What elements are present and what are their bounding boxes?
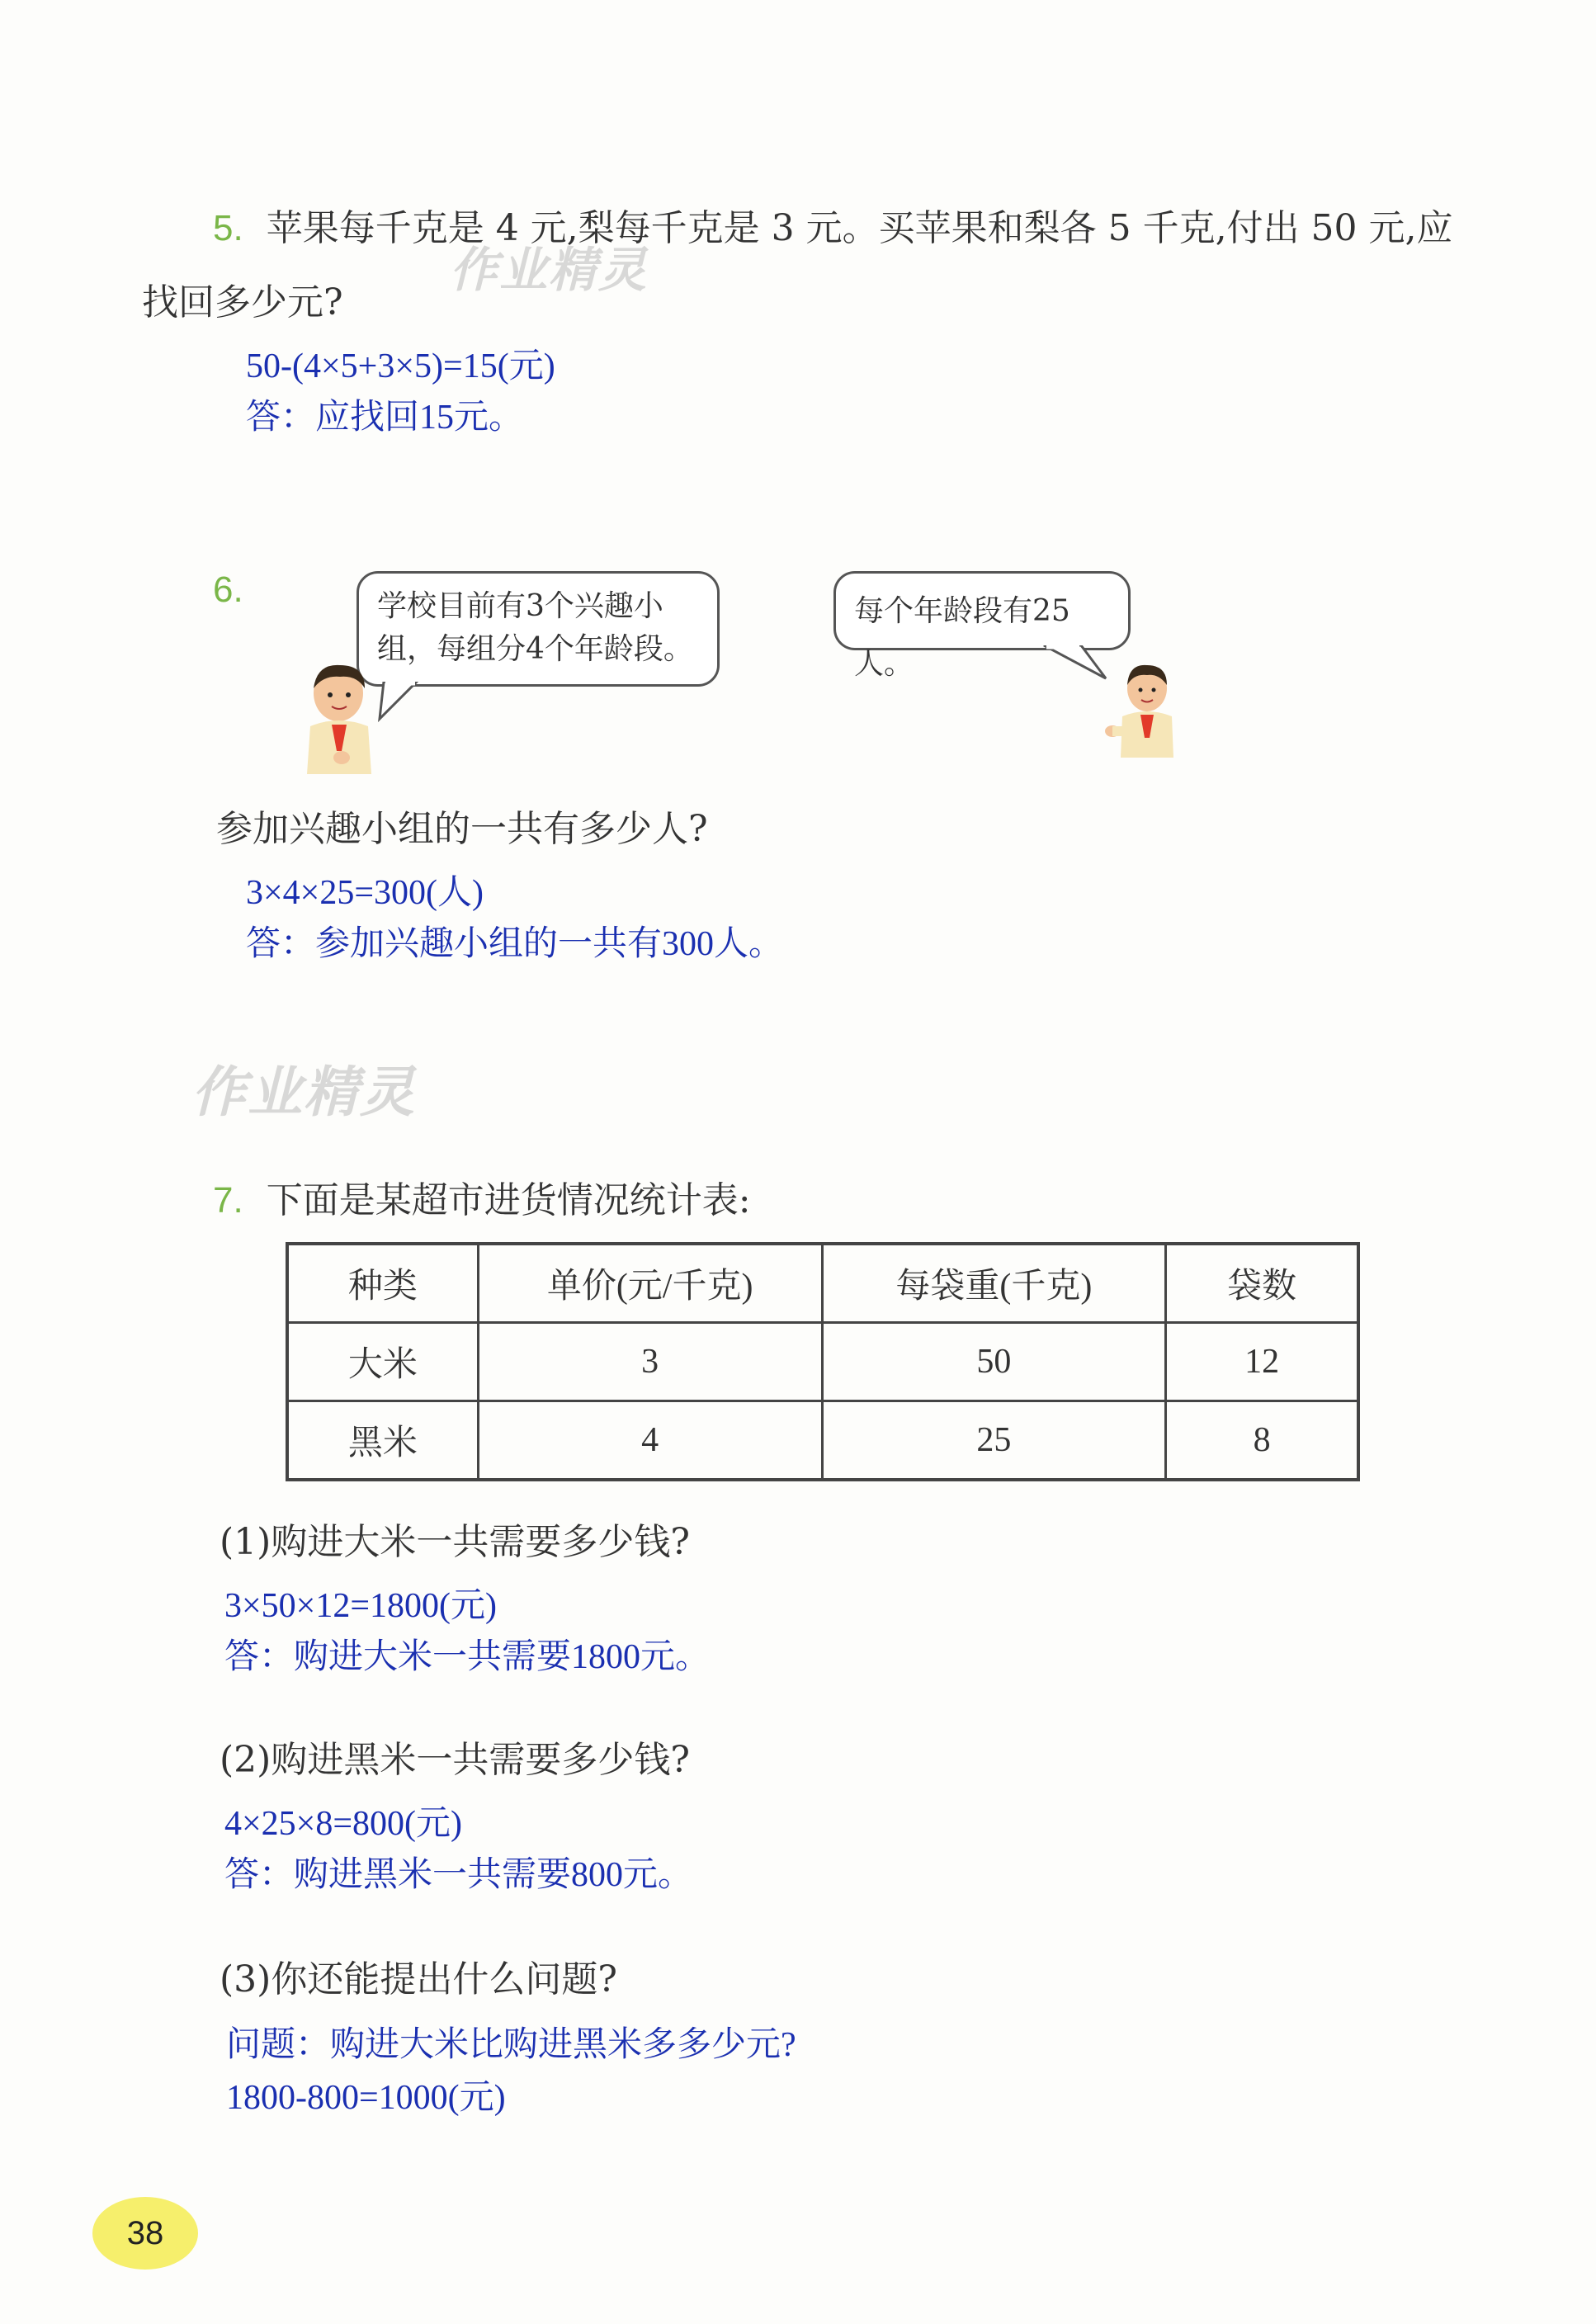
question-5-number: 5.	[213, 208, 243, 248]
speech-bubble-left-tail	[375, 682, 441, 723]
question-6-number: 6.	[213, 569, 243, 610]
question-7-sub2: (2)购进黑米一共需要多少钱?	[220, 1739, 690, 1781]
question-5-line1	[213, 198, 1453, 251]
table-header-cell: 每袋重(千克)	[822, 1244, 1166, 1323]
boy-student-right-icon	[1104, 660, 1187, 759]
table-cell: 大米	[287, 1323, 478, 1401]
table-cell: 4	[478, 1401, 822, 1481]
question-5-text: 苹果每千克是 4 元,梨每千克是 3 元。买苹果和梨各 5 千克,付出 50 元,应	[266, 207, 1453, 249]
question-5-answer-formula: 50-(4×5+3×5)=15(元)	[246, 347, 555, 385]
question-6-answer-formula: 3×4×25=300(人)	[246, 874, 484, 912]
question-7-sub3-formula: 1800-800=1000(元)	[226, 2079, 506, 2117]
boy-student-left-icon	[299, 660, 381, 776]
question-7-sub3: (3)你还能提出什么问题?	[220, 1958, 617, 2000]
question-7-intro: 下面是某超市进货情况统计表:	[266, 1179, 751, 1221]
question-7-sub2-formula: 4×25×8=800(元)	[224, 1805, 463, 1843]
question-7-sub1-answer: 答：购进大米一共需要1800元。	[224, 1638, 711, 1676]
table-header-cell: 袋数	[1166, 1244, 1358, 1323]
table-header-cell: 单价(元/千克)	[478, 1244, 822, 1323]
speech-bubble-left	[357, 571, 720, 687]
question-6-text: 参加兴趣小组的一共有多少人?	[216, 808, 708, 850]
table-cell: 12	[1166, 1323, 1358, 1401]
question-6-answer-text: 答：参加兴趣小组的一共有300人。	[246, 925, 784, 963]
question-7-sub1-formula: 3×50×12=1800(元)	[224, 1587, 498, 1625]
table-header-cell: 种类	[287, 1244, 478, 1323]
page-number: 38	[92, 2197, 198, 2270]
question-7-sub3-question: 问题：购进大米比购进黑米多多少元?	[226, 2026, 796, 2064]
table-cell: 3	[478, 1323, 822, 1401]
question-7-sub2-answer: 答：购进黑米一共需要800元。	[224, 1856, 693, 1894]
question-7-line	[213, 1170, 751, 1223]
speech-bubble-right-tail	[1040, 645, 1114, 687]
watermark: 作业精灵	[191, 1061, 416, 1122]
speech-bubble-left-line1: 学校目前有3个兴趣小	[377, 589, 663, 623]
question-7-number: 7.	[213, 1180, 243, 1221]
watermark: 作业精灵	[450, 243, 649, 297]
question-5-line2: 找回多少元?	[142, 281, 343, 324]
table-row	[287, 1323, 1358, 1401]
table-header-row	[287, 1244, 1358, 1323]
speech-bubble-left-line2: 组，每组分4个年龄段。	[377, 632, 693, 666]
speech-bubble-right	[833, 571, 1131, 681]
table-cell: 50	[822, 1323, 1166, 1401]
question-5-answer-text: 答：应找回15元。	[246, 399, 524, 437]
stock-statistics-table	[286, 1242, 1360, 1481]
table-cell: 25	[822, 1401, 1166, 1481]
speech-bubble-right-text: 每个年龄段有25人。	[854, 594, 1070, 681]
table-cell: 8	[1166, 1401, 1358, 1481]
question-7-sub1: (1)购进大米一共需要多少钱?	[220, 1521, 690, 1563]
table-row	[287, 1401, 1358, 1481]
table-cell: 黑米	[287, 1401, 478, 1481]
